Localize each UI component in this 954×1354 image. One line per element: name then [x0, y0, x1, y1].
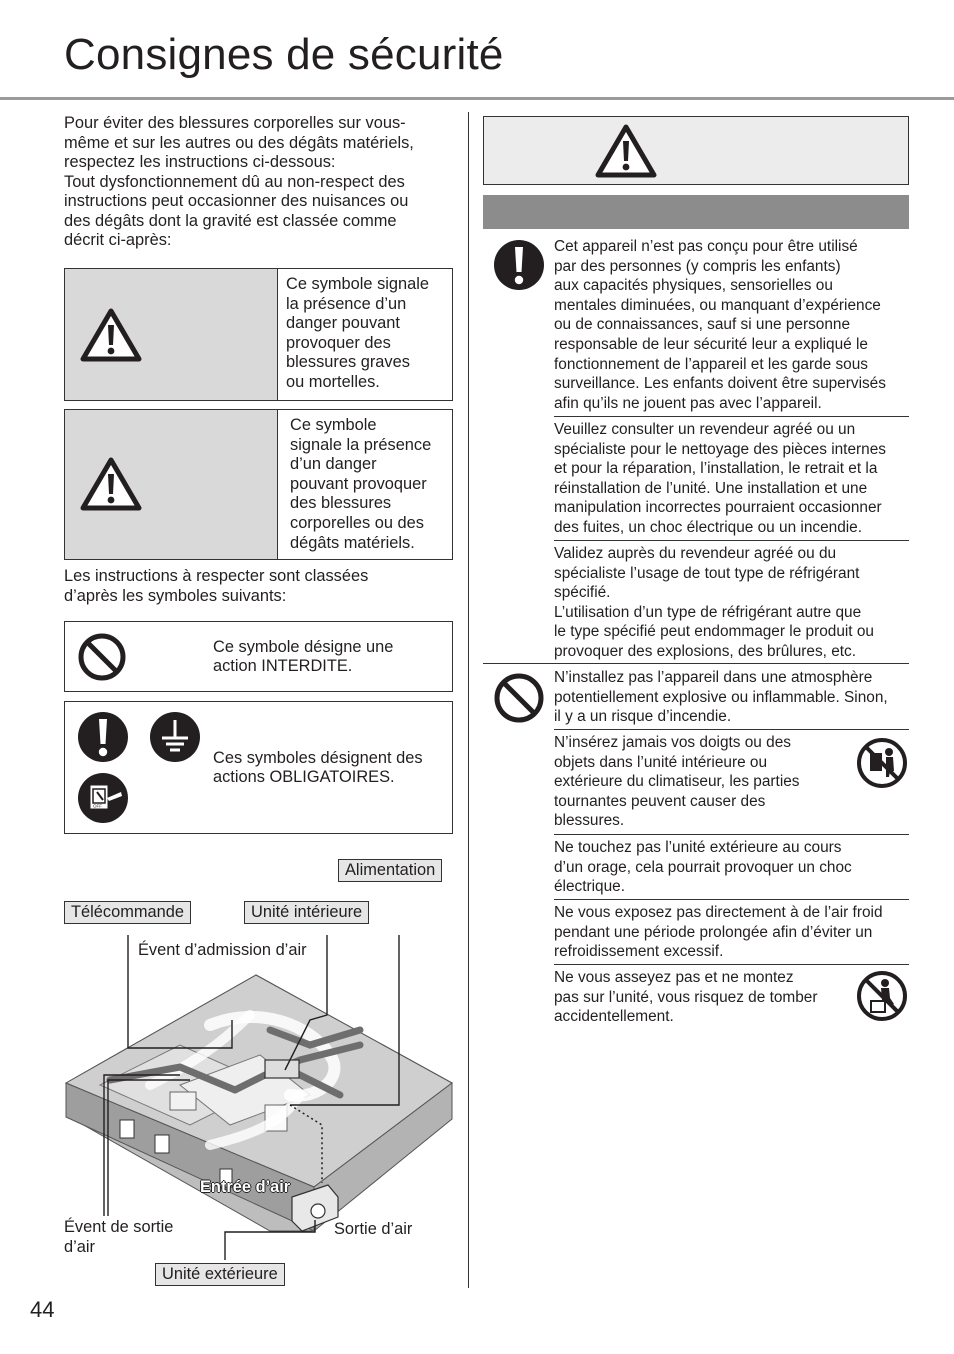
outlet-vent-label-line-1: Évent de sortie: [64, 1218, 174, 1236]
intro-line: instructions peut occasionner des nuisances ou: [64, 192, 409, 210]
danger-line: danger pouvant: [286, 314, 400, 333]
item-line: le type spécifié peut endommager le produit ou: [554, 623, 874, 641]
title-rule: [0, 97, 954, 100]
item-separator: [554, 540, 909, 541]
forbidden-line: action INTERDITE.: [213, 657, 353, 675]
item-line: d’un orage, cela pourrait provoquer un choc: [554, 858, 852, 876]
item-line: manipulation incorrectes pourraient occasionner: [554, 499, 882, 517]
item-line: et pour la réparation, l’installation, le retrait et la: [554, 460, 878, 478]
danger-line: ou mortelles.: [286, 372, 380, 391]
intro-line: Pour éviter des blessures corporelles sur vous-: [64, 114, 406, 132]
caution-symbol-box: [64, 409, 453, 560]
power-off-icon: [77, 772, 129, 824]
item-line: fonctionnement de l’appareil et les garde sous: [554, 355, 868, 373]
item-line: aux capacités physiques, sensorielles ou: [554, 277, 833, 295]
danger-line: la présence d’un: [286, 294, 407, 313]
caution-line: Ce symbole: [290, 416, 377, 434]
classification-text: [64, 567, 456, 606]
intro-text: [64, 114, 456, 251]
item-line: objets dans l’unité intérieure ou: [554, 753, 768, 771]
forbidden-item: [554, 838, 910, 897]
intro-line: respectez les instructions ci-dessous:: [64, 153, 336, 171]
intro-line: des dégâts dont la gravité est classée comme: [64, 211, 397, 230]
item-line: provoquer des explosions, des brûlures, etc.: [554, 642, 856, 660]
mandatory-line: actions OBLIGATOIRES.: [213, 768, 395, 786]
mandatory-exclamation-icon: [77, 711, 129, 763]
mandatory-item: [554, 420, 910, 538]
forbidden-line: Ce symbole désigne une: [213, 638, 394, 656]
power-label: Alimentation: [338, 859, 442, 882]
item-line: extérieure du climatiseur, les parties: [554, 773, 800, 791]
air-inlet-label: Entrée d’air: [200, 1178, 291, 1196]
page-title: Consignes de sécurité: [64, 30, 504, 79]
intake-vent-label: Évent d’admission d’air: [138, 941, 307, 959]
warning-triangle-icon: [79, 307, 143, 363]
intro-line: Tout dysfonctionnement dû au non-respect des: [64, 172, 405, 191]
item-line: pendant une période prolongée afin d’éviter un: [554, 923, 873, 941]
mandatory-text: [213, 749, 446, 787]
danger-line: Ce symbole signale: [286, 275, 430, 293]
item-line: potentiellement explosive ou inflammable. Sinon,: [554, 688, 888, 706]
caution-panel: [65, 410, 278, 559]
warning-triangle-icon: [79, 456, 143, 512]
caution-line: dégâts matériels.: [290, 533, 415, 552]
item-line: mentales diminuées, ou manquant d’expérience: [554, 296, 881, 314]
caution-line: d’un danger: [290, 455, 377, 474]
caution-line: pouvant provoquer: [290, 474, 427, 493]
ground-icon: [149, 711, 201, 763]
item-line: blessures.: [554, 812, 625, 830]
item-line: spécialiste l’usage de tout type de réfrigérant: [554, 564, 860, 582]
item-line: surveillance. Les enfants doivent être supervisés: [554, 375, 886, 393]
item-line: des fuites, un choc électrique ou un incendie.: [554, 518, 863, 536]
item-line: réinstallation de l’unité. Une installation et une: [554, 479, 868, 497]
item-line: ou de connaissances, sauf si une personne: [554, 316, 851, 334]
mandatory-symbol-box: [64, 701, 453, 834]
danger-text: [286, 275, 448, 393]
forbidden-item: [554, 668, 910, 727]
item-line: Validez auprès du revendeur agréé ou du: [554, 545, 837, 562]
item-line: afin qu’ils ne jouent pas avec l’appareil.: [554, 394, 822, 412]
item-line: par des personnes (y compris les enfants): [554, 257, 841, 275]
item-line: Ne vous asseyez pas et ne montez: [554, 969, 794, 986]
remote-label: Télécommande: [64, 901, 191, 924]
danger-panel: [65, 269, 278, 400]
section-separator: [483, 663, 909, 664]
no-climbing-icon: [856, 970, 908, 1022]
caution-line: corporelles ou des: [290, 513, 424, 532]
item-line: N’insérez jamais vos doigts ou des: [554, 734, 791, 751]
prohibition-icon: [493, 672, 545, 724]
item-line: L’utilisation d’un type de réfrigérant autre que: [554, 603, 862, 621]
item-separator: [554, 416, 909, 417]
air-outlet-label: Sortie d’air: [334, 1220, 413, 1238]
warning-header-bar: [483, 195, 909, 229]
mandatory-line: Ces symboles désignent des: [213, 749, 423, 767]
mandatory-exclamation-icon: [493, 239, 545, 291]
item-separator: [554, 729, 909, 730]
no-fingers-icon: [856, 737, 908, 789]
classification-line: Les instructions à respecter sont classées: [64, 567, 369, 585]
item-line: spécifié.: [554, 584, 611, 602]
warning-triangle-icon: [594, 123, 658, 179]
outlet-vent-label-line-2: d’air: [64, 1238, 95, 1256]
forbidden-item: [554, 903, 910, 962]
item-line: accidentellement.: [554, 1008, 674, 1026]
prohibition-icon: [77, 632, 127, 682]
intro-line: décrit ci-après:: [64, 231, 172, 249]
column-divider: [468, 112, 469, 1288]
warning-banner: [483, 116, 909, 185]
mandatory-item: [554, 237, 910, 413]
danger-symbol-box: [64, 268, 453, 401]
item-line: Ne touchez pas l’unité extérieure au cours: [554, 839, 842, 856]
classification-line: d’après les symboles suivants:: [64, 586, 287, 605]
caution-text: [290, 416, 448, 553]
item-line: N’installez pas l’appareil dans une atmosphère: [554, 669, 873, 686]
item-separator: [554, 964, 909, 965]
item-line: tournantes peuvent causer des: [554, 792, 766, 810]
item-line: Cet appareil n’est pas conçu pour être utilisé: [554, 238, 858, 255]
intro-line: même et sur les autres ou des dégâts matériels,: [64, 133, 414, 152]
item-line: électrique.: [554, 878, 626, 896]
mandatory-item: [554, 544, 910, 662]
caution-line: signale la présence: [290, 435, 432, 454]
danger-line: blessures graves: [286, 353, 410, 372]
indoor-unit-label: Unité intérieure: [244, 901, 369, 924]
item-separator: [554, 899, 909, 900]
forbidden-text: [213, 638, 446, 676]
item-line: il y a un risque d’incendie.: [554, 708, 732, 726]
item-line: responsable de leur sécurité leur a expliqué le: [554, 335, 868, 353]
item-line: Veuillez consulter un revendeur agréé ou un: [554, 421, 856, 438]
item-separator: [554, 834, 909, 835]
outdoor-unit-label: Unité extérieure: [155, 1263, 285, 1286]
item-line: pas sur l’unité, vous risquez de tomber: [554, 988, 818, 1006]
off-label: OFF: [93, 803, 102, 809]
caution-line: des blessures: [290, 494, 392, 513]
danger-line: provoquer des: [286, 333, 391, 352]
item-line: spécialiste pour le nettoyage des pièces internes: [554, 440, 886, 458]
item-line: refroidissement excessif.: [554, 943, 724, 961]
page-number: 44: [30, 1297, 55, 1322]
item-line: Ne vous exposez pas directement à de l’air froid: [554, 904, 883, 921]
forbidden-symbol-box: [64, 621, 453, 692]
